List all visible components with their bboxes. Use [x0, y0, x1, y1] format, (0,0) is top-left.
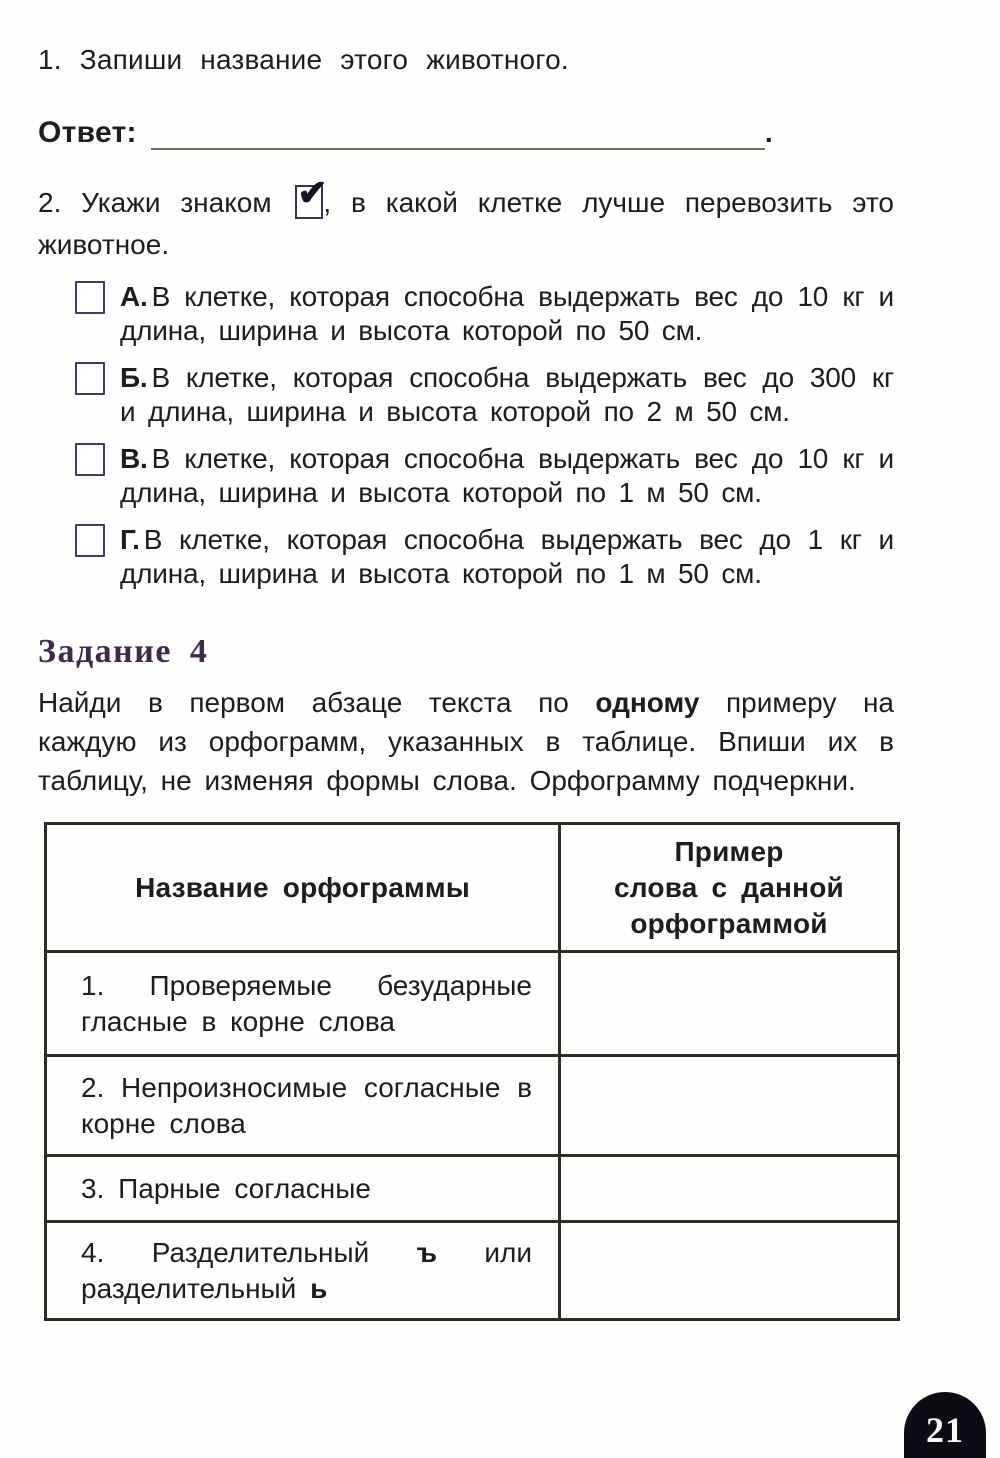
- table-row: [46, 1056, 899, 1156]
- table-header-example: [560, 824, 899, 952]
- option-g-text: [120, 523, 894, 591]
- option-v-checkbox[interactable]: [75, 443, 105, 476]
- table-header-row: [46, 824, 899, 952]
- task-4-heading: Задание 4: [38, 633, 209, 670]
- option-b-letter: Б.: [120, 362, 148, 393]
- checkbox-checked-icon: [295, 172, 328, 219]
- table-row: [46, 952, 899, 1056]
- soft-sign-letter: ь: [310, 1272, 328, 1304]
- option-b-body: В клетке, которая способна выдержать вес до 300 кг и длина, ширина и высота которой по 2 м 50 см.: [120, 362, 894, 427]
- option-b: [38, 361, 894, 429]
- option-a-letter: А.: [120, 281, 148, 312]
- orthogram-table: [44, 822, 900, 1321]
- task-4-intro: [38, 683, 894, 800]
- option-a: [38, 280, 894, 348]
- option-g-body: В клетке, которая способна выдержать вес до 1 кг и длина, ширина и высота которой по 1 м 50 см.: [120, 524, 894, 589]
- table-header-example-line2: слова с данной: [614, 871, 844, 903]
- option-a-text: [120, 280, 894, 348]
- option-v-body: В клетке, которая способна выдержать вес до 10 кг и длина, ширина и высота которой по 1 м 50 см.: [120, 443, 894, 508]
- table-row: [46, 1156, 899, 1222]
- table-header-name: Название орфограммы: [46, 824, 560, 952]
- option-b-text: [120, 361, 894, 429]
- orthogram-name-4-part2: или: [484, 1236, 533, 1268]
- option-v-text: [120, 442, 894, 510]
- answer-line-period: .: [764, 117, 773, 148]
- question-2-text: [38, 172, 895, 266]
- example-cell-3[interactable]: [560, 1156, 899, 1222]
- answer-blank-line[interactable]: [151, 140, 765, 150]
- option-g-checkbox[interactable]: [75, 524, 105, 557]
- table-header-example-line1: Пример: [674, 835, 784, 867]
- option-g: [38, 523, 894, 591]
- question-2-after: , в какой клетке лучше перевозить это животное.: [38, 187, 895, 260]
- page-number-badge: [904, 1392, 986, 1458]
- table-header-example-line3: орфограммой: [630, 907, 828, 939]
- orthogram-name-3: 3. Парные согласные: [46, 1156, 560, 1222]
- orthogram-name-2: 2. Непроизносимые согласные в корне слова: [46, 1056, 560, 1156]
- option-v: [38, 442, 894, 510]
- orthogram-name-4-part3: разделительный: [81, 1272, 297, 1304]
- answer-label: Ответ:: [38, 116, 137, 149]
- checkmark-icon: ✔: [297, 172, 328, 213]
- options-list: [38, 280, 894, 591]
- option-g-letter: Г.: [120, 524, 140, 555]
- orthogram-name-1: 1. Проверяемые безударные гласные в корне слова: [46, 952, 560, 1056]
- option-v-letter: В.: [120, 443, 148, 474]
- example-cell-4[interactable]: [560, 1222, 899, 1320]
- option-a-body: В клетке, которая способна выдержать вес до 10 кг и длина, ширина и высота которой по 50 см.: [120, 281, 894, 346]
- task-4-intro-start: Найди в первом абзаце текста по: [38, 687, 569, 718]
- task-4-intro-end: примеру на каждую из орфограмм, указанных в таблице. Впиши их в таблицу, не изменяя формы слова. Орфограмму подчеркни.: [38, 687, 895, 796]
- question-1-text: 1. Запиши название этого животного.: [38, 44, 569, 75]
- answer-row: [38, 116, 894, 150]
- orthogram-name-4-part1: 4. Разделительный: [81, 1236, 370, 1268]
- page-number: 21: [926, 1410, 964, 1450]
- option-b-checkbox[interactable]: [75, 362, 105, 395]
- task-4-intro-bold-word: одному: [595, 687, 700, 718]
- option-a-checkbox[interactable]: [75, 281, 105, 314]
- orthogram-name-4: [46, 1222, 560, 1320]
- question-2-before: 2. Укажи знаком: [38, 187, 272, 218]
- hard-sign-letter: ъ: [416, 1236, 438, 1268]
- table-row: [46, 1222, 899, 1320]
- example-cell-1[interactable]: [560, 952, 899, 1056]
- example-cell-2[interactable]: [560, 1056, 899, 1156]
